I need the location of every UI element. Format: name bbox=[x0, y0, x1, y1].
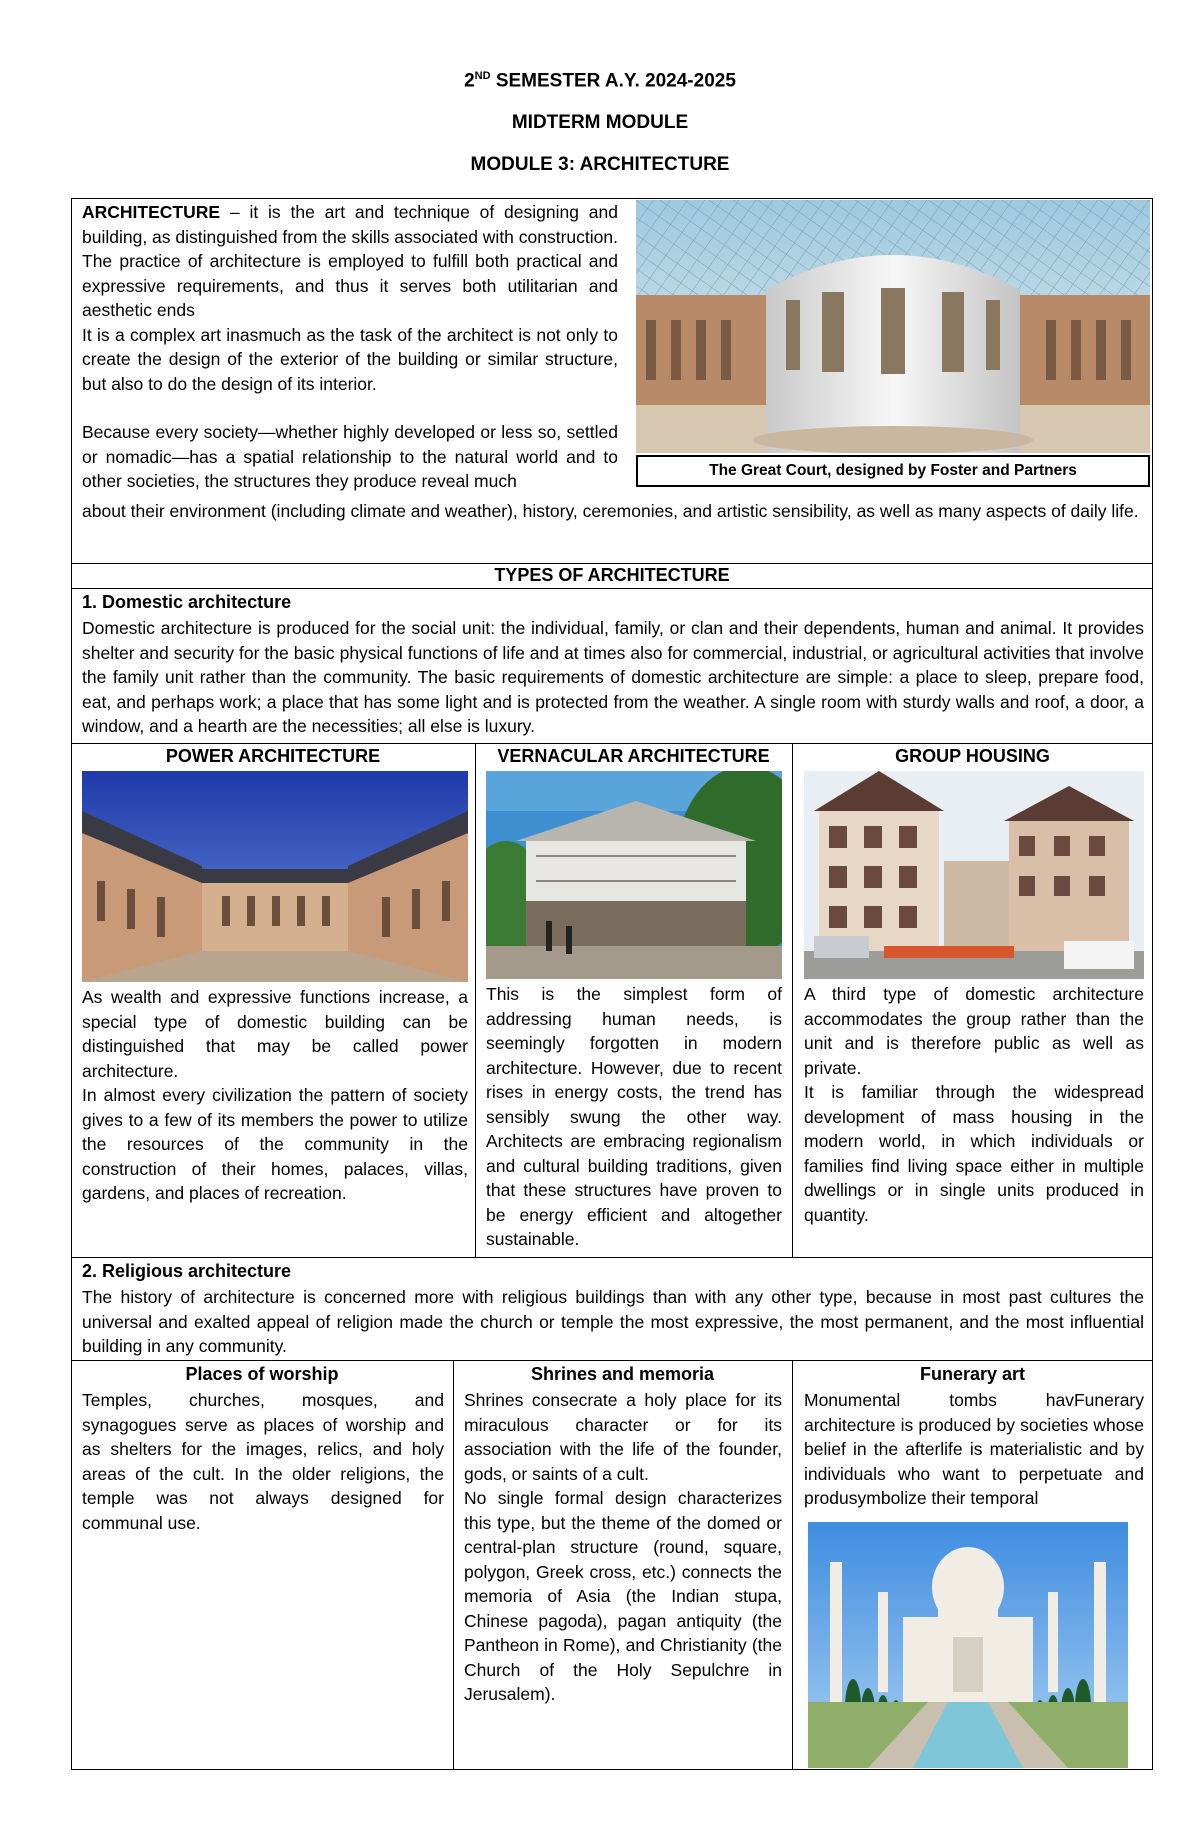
divider bbox=[71, 588, 1153, 589]
vernacular-house-photo bbox=[486, 771, 782, 979]
religious-body: The history of architecture is concerned more with religious buildings than with any other type, because in most past cultures the universal and exalted appeal of religion made the church or temple the most expressive, the most permanent, and the most influential building in any community. bbox=[82, 1287, 1144, 1356]
intro-paragraph-2: It is a complex art inasmuch as the task of the architect is not only to create the design of the exterior of the building or similar structure, but also to do the design of its interior. bbox=[82, 324, 618, 394]
divider bbox=[71, 563, 1153, 564]
intro-paragraph-3b: about their environment (including climate and weather), history, ceremonies, and artistic sensibility, as well as many aspects of daily life. bbox=[82, 501, 1139, 521]
power-architecture-paragraph-1: As wealth and expressive functions increase, a special type of domestic building can be distinguished that may be called power architecture. bbox=[82, 987, 468, 1081]
vernacular-architecture-title: VERNACULAR ARCHITECTURE bbox=[497, 746, 770, 766]
shrines-paragraph-2: No single formal design characterizes this type, but the theme of the domed or central-plan structure (round, square, polygon, Greek cross, etc.) connects the memoria of Asia (the Indian stupa, Chinese pagoda), pagan antiquity (the Pantheon in Rome), and Christianity (the Church of the Holy Sepulchre in Jerusalem). bbox=[464, 1488, 782, 1704]
shrines-text bbox=[464, 1388, 782, 1707]
types-title: TYPES OF ARCHITECTURE bbox=[494, 565, 730, 585]
group-housing-photo bbox=[804, 771, 1144, 979]
divider bbox=[475, 743, 476, 1257]
semester-text: SEMESTER A.Y. 2024-2025 bbox=[490, 70, 736, 92]
power-architecture-paragraph-2: In almost every civilization the pattern of society gives to a few of its members the power to utilize the resources of the community in the construction of their homes, palaces, villas, gardens, and places of recreation. bbox=[82, 1085, 468, 1203]
palace-photo bbox=[82, 771, 468, 982]
intro-paragraph-3a: Because every society—whether highly developed or less so, settled or nomadic—has a spatial relationship to the natural world and to other societies, the structures they produce reveal much bbox=[82, 422, 618, 491]
divider bbox=[71, 1360, 1153, 1361]
funerary-art-title: Funerary art bbox=[919, 1364, 1026, 1384]
great-court-photo bbox=[636, 200, 1150, 453]
shrines-title: Shrines and memoria bbox=[530, 1364, 715, 1384]
divider bbox=[71, 743, 1153, 744]
group-housing-title: GROUP HOUSING bbox=[895, 746, 1050, 766]
places-of-worship-text: Temples, churches, mosques, and synagogues serve as places of worship and as shelters for the images, relics, and holy areas of the cult. In the older religions, the temple was not always designed for communal use. bbox=[82, 1390, 444, 1533]
places-of-worship-title: Places of worship bbox=[185, 1364, 339, 1384]
module-heading: MODULE 3: ARCHITECTURE bbox=[470, 154, 730, 175]
religious-title: 2. Religious architecture bbox=[82, 1261, 292, 1281]
shrines-paragraph-1: Shrines consecrate a holy place for its miraculous character or for its association with the life of the founder, gods, or saints of a cult. bbox=[464, 1390, 782, 1484]
divider bbox=[71, 1257, 1153, 1258]
group-housing-text bbox=[804, 982, 1144, 1227]
semester-ordinal-suffix: ND bbox=[474, 70, 491, 82]
taj-mahal-photo bbox=[808, 1522, 1128, 1768]
group-housing-paragraph-1: A third type of domestic architecture accommodates the group rather than the unit and is therefore public as well as private. bbox=[804, 984, 1144, 1078]
intro-definition bbox=[82, 200, 618, 494]
domestic-title: 1. Domestic architecture bbox=[82, 592, 292, 612]
domestic-body: Domestic architecture is produced for the social unit: the individual, family, or clan and their dependents, human and animal. It provides shelter and security for the basic physical functions of life and at times also for commercial, industrial, or agricultural activities that involve the family unit rather than the community. The basic requirements of domestic architecture are simple: a place to sleep, prepare food, eat, and perhaps work; a place that has some light and is protected from the weather. A single room with sturdy walls and roof, a door, a window, and a hearth are the necessities; all else is luxury. bbox=[82, 618, 1144, 736]
divider bbox=[792, 1360, 793, 1770]
funerary-art-text: Monumental tombs havFunerary architecture is produced by societies whose belief in the afterlife is materialistic and by individuals who want to perpetuate and produsymbolize their temporal bbox=[804, 1390, 1144, 1508]
great-court-caption: The Great Court, designed by Foster and Partners bbox=[636, 455, 1150, 487]
architecture-term: ARCHITECTURE bbox=[82, 202, 221, 222]
semester-ordinal: 2 bbox=[464, 70, 475, 92]
group-housing-paragraph-2: It is familiar through the widespread development of mass housing in the modern world, in which individuals or families find living space either in multiple dwellings or in single units produced in quantity. bbox=[804, 1082, 1144, 1225]
vernacular-architecture-text: This is the simplest form of addressing human needs, is seemingly forgotten in modern architecture. However, due to recent rises in energy costs, the trend has sensibly swung the other way. Architects are embracing regionalism and cultural building traditions, given that these structures have proven to be energy efficient and altogether sustainable. bbox=[486, 984, 782, 1249]
power-architecture-title: POWER ARCHITECTURE bbox=[165, 746, 381, 766]
divider bbox=[453, 1360, 454, 1770]
power-architecture-text bbox=[82, 985, 468, 1206]
architecture-definition: – it is the art and technique of designing and building, as distinguished from the skills associated with construction. The practice of architecture is employed to fulfill both practical and expressive requirements, and thus it serves both utilitarian and aesthetic ends bbox=[82, 202, 618, 320]
semester-heading bbox=[0, 70, 1200, 92]
divider bbox=[792, 743, 793, 1257]
midterm-heading: MIDTERM MODULE bbox=[511, 112, 689, 133]
